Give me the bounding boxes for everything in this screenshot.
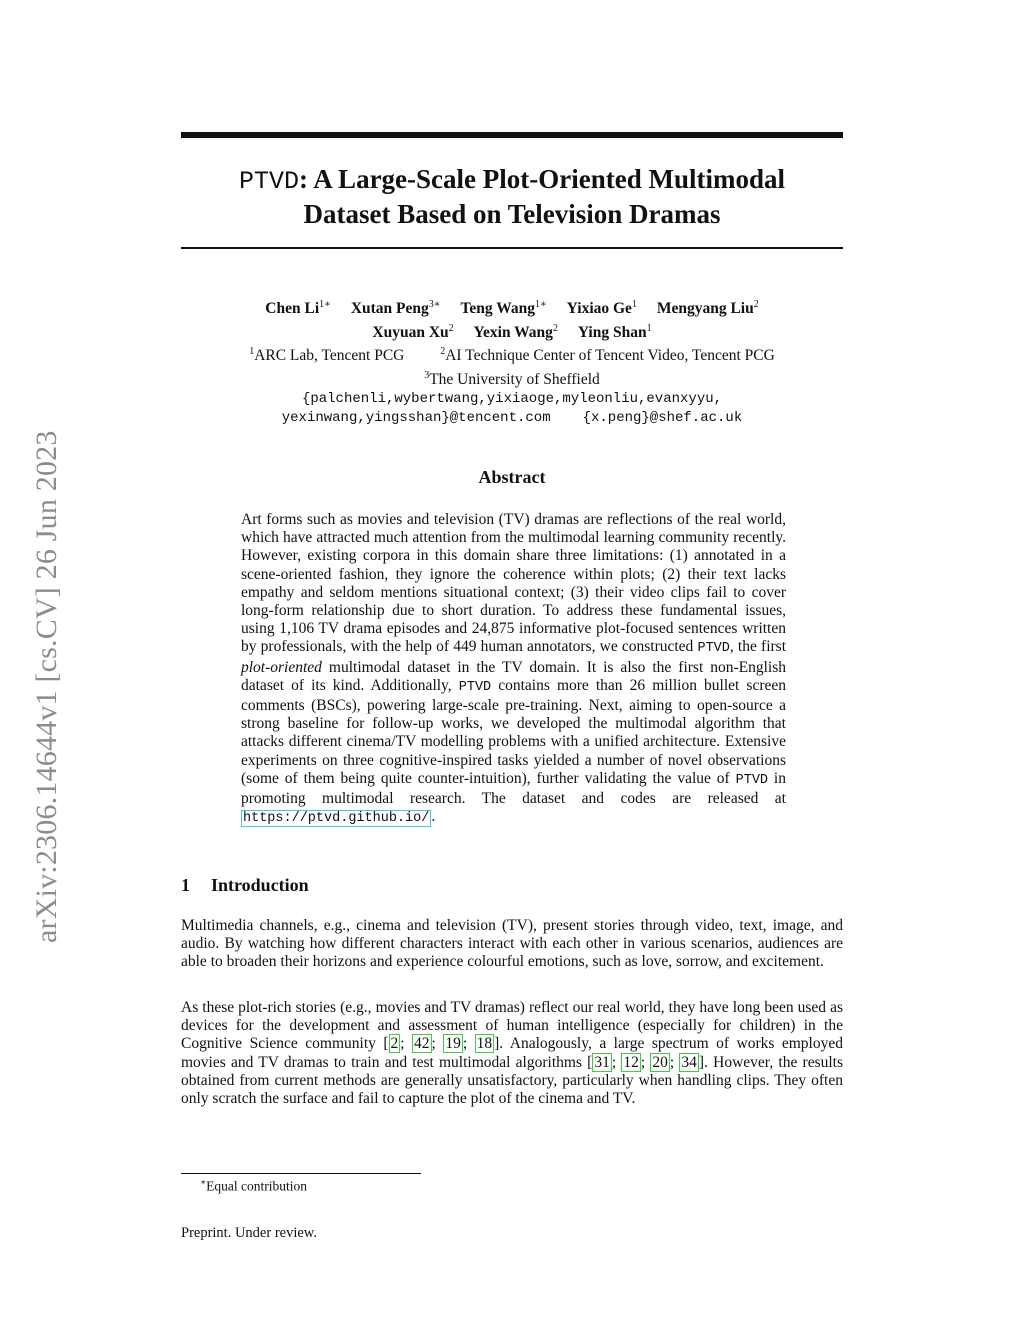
intro-paragraph-1: Multimedia channels, e.g., cinema and television (TV), present stories through video, text, image, and audio. By watching how different characters interact with each other in various scenarios, audiences are able to broaden their horizons and experience colourful emotions, such as love, sorrow, and excitement. — [181, 917, 843, 971]
title-acronym: PTVD — [239, 167, 300, 196]
abstract-text: Art forms such as movies and television (TV) dramas are reflections of the real world, which have attracted much attention from the multimodal learning community recently. However, existing corpora in this domain share three limitations: (1) annotated in a scene-oriented fashion, they ignore the coherence within plots; (2) their text lacks empathy and seldom mentions situational context; (3) their video clips fail to cover long-form relationship due to short duration. To address these fundamental issues, using 1,106 TV drama episodes and 24,875 informative plot-focused sentences written by professionals, with the help of 449 human annotators, we constructed — [241, 511, 786, 656]
affiliation-1: ARC Lab, Tencent PCG — [254, 347, 405, 365]
footnote — [200, 1177, 307, 1195]
title-line2: Dataset Based on Television Dramas — [303, 199, 721, 229]
author-name: Chen Li — [265, 300, 320, 318]
abstract-body — [241, 511, 786, 828]
author-name: Ying Shan — [577, 323, 647, 341]
citation-link[interactable]: 2 — [390, 1035, 399, 1053]
author-sup: 1 — [646, 322, 652, 334]
project-url-link[interactable]: https://ptvd.github.io/ — [243, 811, 430, 827]
dataset-name: PTVD — [697, 641, 730, 657]
intro-paragraph-2: As these plot-rich stories (e.g., movies and TV dramas) reflect our real world, they have long been used as devices for the development and assessment of human intelligence (especially for children) in the Cognitive Science community [ 2 ; 42 ; 19 ; 18 ]. Analogously, a large spectrum of works employed movies and TV dramas to train and test multimodal algorithms [ 31 ; 12 ; 20 ; 34 ]. However, the results obtained from current methods are generally unsatisfactory, particularly when handling clips. They often only scratch the surface and fail to capture the plot of the cinema and TV. — [181, 999, 844, 1108]
affiliation-sup: 2 — [440, 346, 446, 358]
abstract-text: . — [431, 808, 436, 826]
author-block — [181, 295, 843, 429]
intro-text: As these plot-rich stories (e.g., movies and TV dramas) reflect our real world, they have long been used as devices for the development and assessment of human intelligence (especially for children) in the Cognitive Science community [ — [181, 999, 843, 1053]
title-rule-top — [181, 132, 843, 138]
section-number: 1 — [181, 875, 190, 895]
author-sup: 1 — [631, 299, 637, 310]
author-name: Yixiao Ge — [566, 300, 632, 318]
abstract-text: contains more than 26 million bullet screen comments (BSCs), powering large-scale pre-training. Next, aiming to open-source a strong baseline for follow-up works, we developed the multimodal algorithm that attacks different cinema/TV modelling problems with a unified architecture. Extensive experiments on three cognitive-inspired tasks yielded a number of novel observations (some of them being quite counter-intuition), further validating the value of — [241, 676, 786, 787]
citation-link[interactable]: 34 — [681, 1053, 697, 1071]
author-name: Xuyuan Xu — [372, 323, 449, 341]
section-title: Introduction — [211, 875, 309, 895]
footnote-rule — [181, 1173, 421, 1174]
abstract-italic: plot-oriented — [241, 658, 322, 676]
author-sup: 1∗ — [534, 299, 547, 310]
author-sup: 2 — [448, 322, 454, 334]
author-name: Xutan Peng — [350, 300, 429, 318]
affiliation-2: AI Technique Center of Tencent Video, Tencent PCG — [445, 347, 775, 365]
abstract-heading: Abstract — [478, 467, 546, 487]
author-name: Mengyang Liu — [656, 300, 754, 318]
title-line1: : A Large-Scale Plot-Oriented Multimodal — [299, 164, 785, 194]
dataset-name: PTVD — [458, 679, 492, 695]
section-heading — [181, 875, 309, 896]
abstract-text: in promoting multimodal research. The dataset and codes are released at — [241, 769, 786, 808]
affiliation-sup: 1 — [249, 346, 255, 358]
citation-link[interactable]: 19 — [445, 1035, 461, 1053]
email-line-2b: {x.peng}@shef.ac.uk — [582, 410, 743, 427]
author-sup: 2 — [552, 322, 558, 334]
citation-link[interactable]: 20 — [652, 1053, 668, 1071]
paper-title — [181, 163, 843, 231]
affiliation-sup: 3 — [424, 369, 430, 381]
author-names — [181, 295, 843, 342]
arxiv-side-label: arXiv:2306.14644v1 [cs.CV] 26 Jun 2023 — [30, 430, 63, 943]
dataset-name: PTVD — [735, 772, 769, 788]
email-line-1: {palchenli,wybertwang,yixiaoge,myleonliu,evanxyyu, — [301, 390, 723, 407]
author-sup: 3∗ — [428, 299, 441, 310]
email-line-2a: yexinwang,yingsshan}@tencent.com — [281, 410, 551, 427]
author-sup: 2 — [753, 299, 759, 310]
author-name: Yexin Wang — [473, 323, 553, 341]
footnote-mark: ∗ — [200, 1177, 207, 1187]
abstract-text: multimodal dataset in the TV domain. It is also the first non-English dataset of its kind. Additionally, — [241, 658, 786, 694]
intro-text: ]. Analogously, a large spectrum of works employed movies and TV dramas to train and test multimodal algorithms [ — [181, 1035, 843, 1071]
citation-link[interactable]: 12 — [623, 1053, 639, 1071]
affiliations — [181, 342, 843, 389]
title-rule-bottom — [181, 247, 843, 249]
citation-link[interactable]: 42 — [414, 1035, 430, 1053]
intro-text: ]. However, the results obtained from current methods are generally unsatisfactory, particularly when handling clips. They often only scratch the surface and fail to capture the plot of the cinema and TV. — [181, 1053, 844, 1108]
email-block — [181, 390, 843, 429]
citation-link[interactable]: 18 — [476, 1035, 493, 1053]
preprint-notice: Preprint. Under review. — [181, 1225, 317, 1241]
citation-link[interactable]: 31 — [594, 1053, 610, 1071]
abstract-text: , the first — [729, 638, 787, 656]
author-sup: 1∗ — [319, 299, 331, 310]
author-name: Teng Wang — [460, 300, 535, 318]
footnote-text: Equal contribution — [206, 1178, 307, 1194]
affiliation-3: The University of Sheffield — [429, 371, 600, 389]
